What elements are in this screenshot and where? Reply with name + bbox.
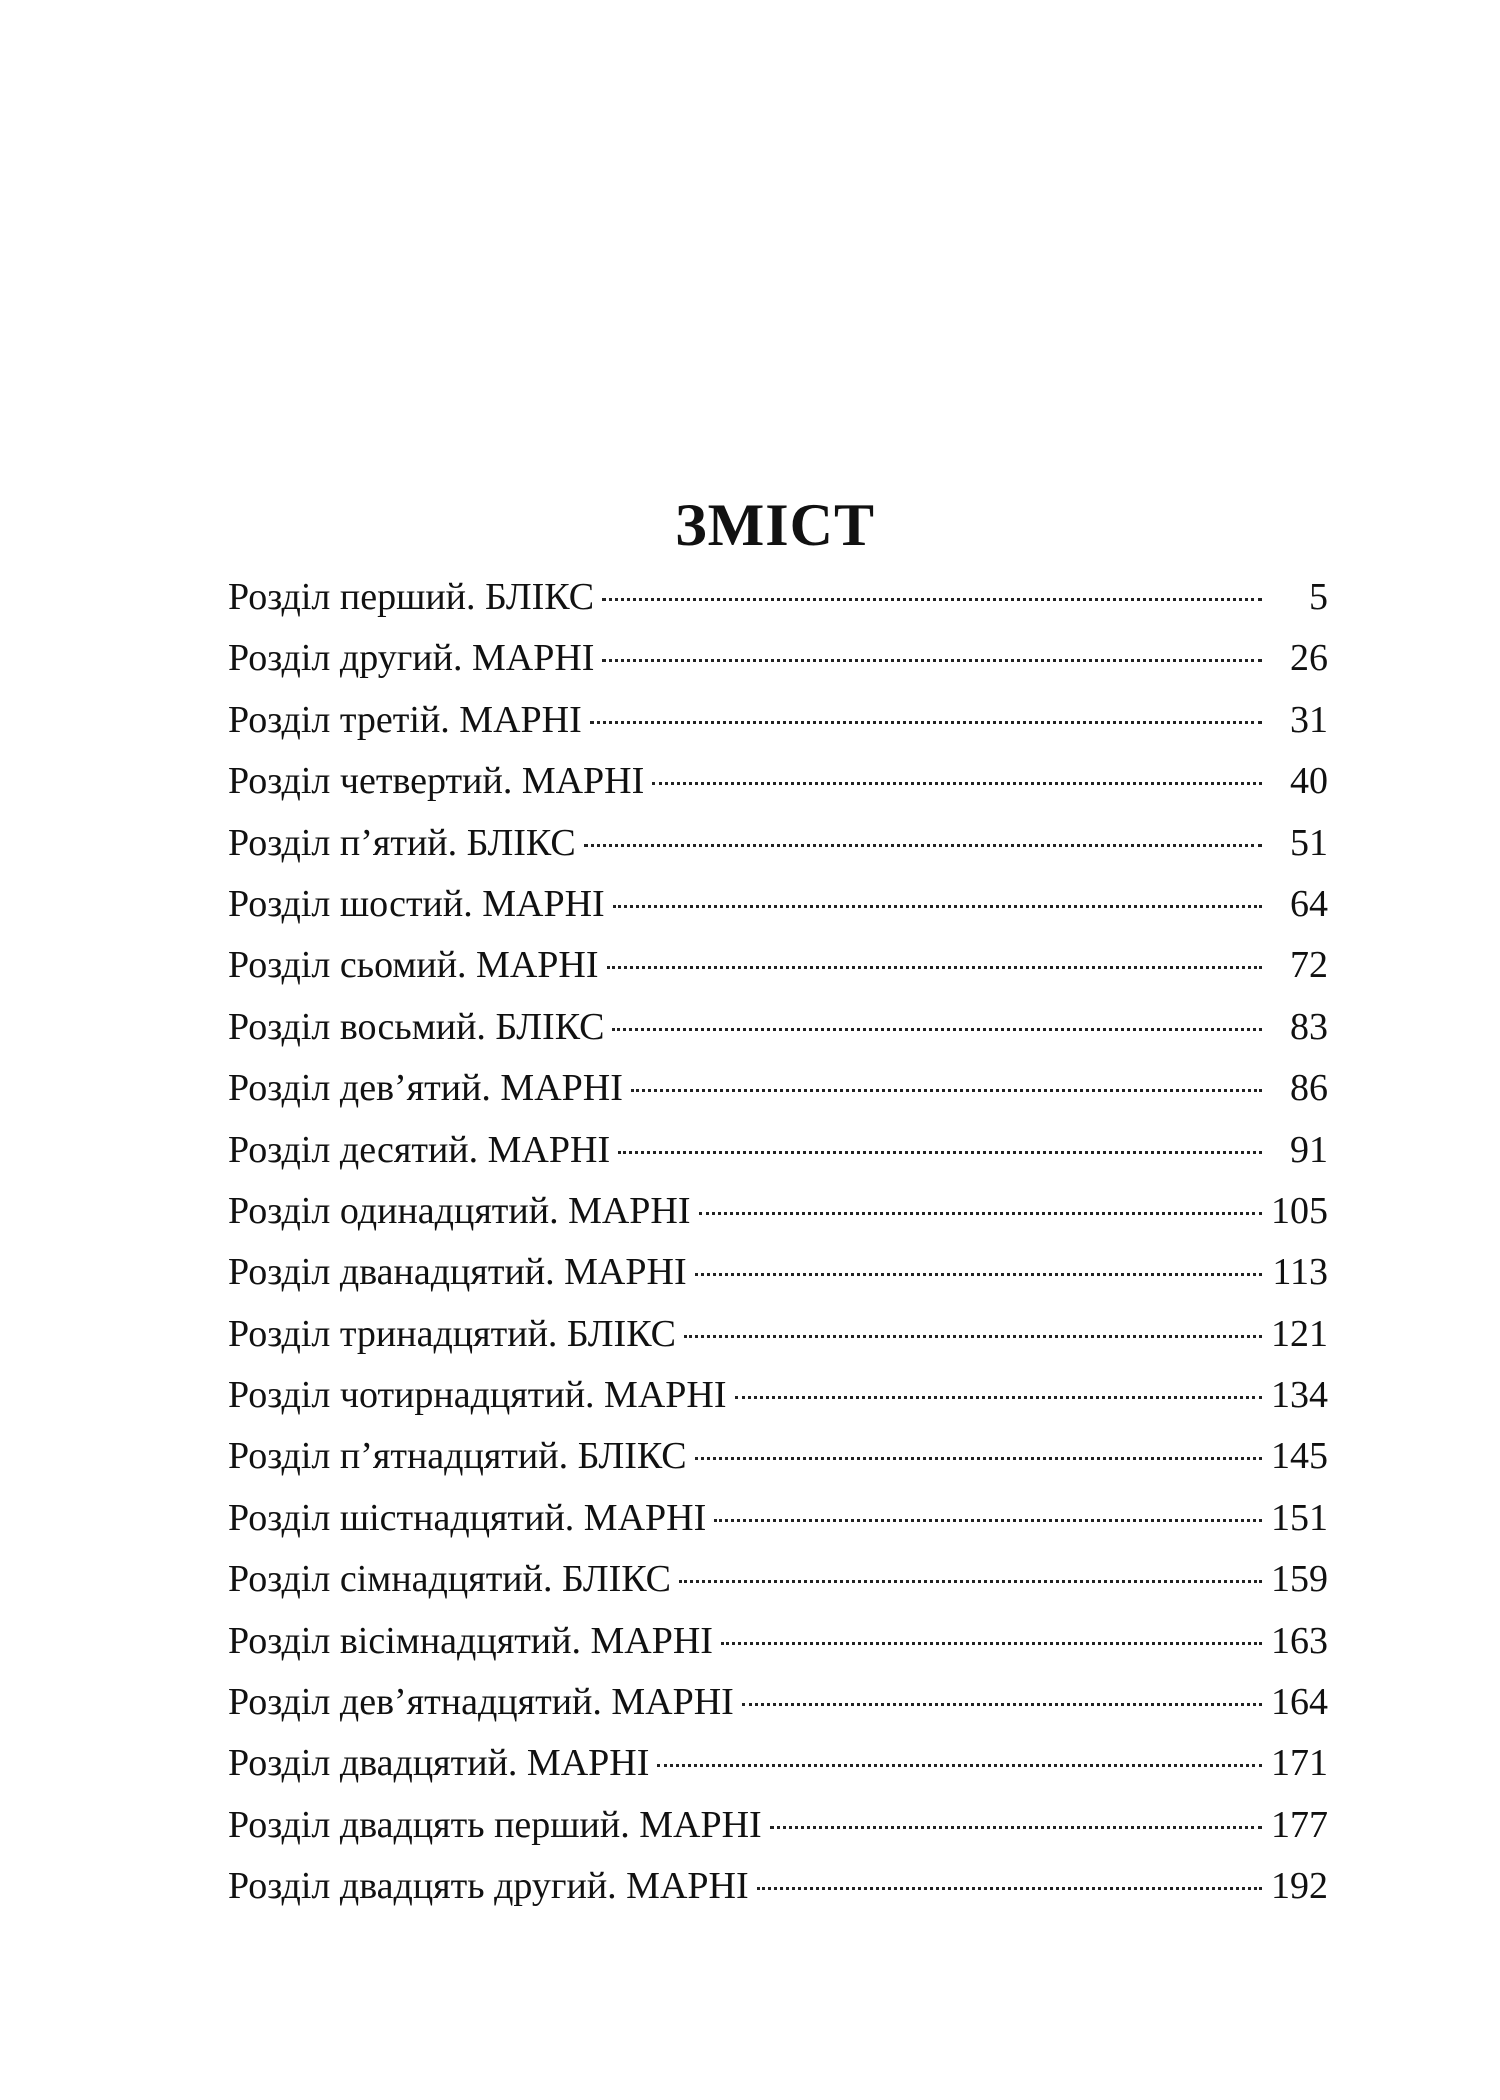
toc-entry[interactable] <box>228 1181 1328 1242</box>
toc-entry-page: 40 <box>1290 760 1328 803</box>
toc-entry[interactable] <box>228 1365 1328 1426</box>
table-of-contents <box>228 567 1328 1918</box>
toc-entry-label: Розділ дванадцятий. МАРНІ <box>228 1251 687 1294</box>
toc-entry-page: 5 <box>1309 576 1328 618</box>
toc-entry-page: 105 <box>1271 1189 1328 1232</box>
toc-entry-label: Розділ двадцять другий. МАРНІ <box>228 1865 749 1908</box>
toc-entry-page: 64 <box>1290 882 1328 925</box>
dot-leader <box>684 1335 1262 1338</box>
toc-entry-page: 164 <box>1271 1681 1328 1724</box>
dot-leader <box>695 1273 1262 1276</box>
toc-entry-label: Розділ десятий. МАРНІ <box>228 1128 611 1171</box>
dot-leader <box>590 721 1262 724</box>
toc-entry-page: 192 <box>1271 1865 1328 1908</box>
toc-entry-label: Розділ четвертий. МАРНІ <box>228 760 645 803</box>
toc-entry-page: 113 <box>1272 1251 1328 1294</box>
toc-entry-page: 151 <box>1271 1496 1328 1539</box>
dot-leader <box>612 1028 1262 1031</box>
dot-leader <box>742 1703 1262 1706</box>
toc-entry[interactable] <box>228 1304 1328 1365</box>
toc-entry-page: 177 <box>1271 1803 1328 1846</box>
toc-entry-label: Розділ двадцятий. МАРНІ <box>228 1742 650 1785</box>
toc-entry-page: 72 <box>1290 944 1328 987</box>
toc-entry[interactable] <box>228 874 1328 935</box>
toc-entry[interactable] <box>228 1242 1328 1303</box>
dot-leader <box>657 1764 1262 1767</box>
toc-entry-label: Розділ шістнадцятий. МАРНІ <box>228 1496 707 1539</box>
toc-entry[interactable] <box>228 1856 1328 1917</box>
toc-entry[interactable] <box>228 1488 1328 1549</box>
toc-entry-page: 121 <box>1271 1312 1328 1355</box>
toc-entry-label: Розділ сьомий. МАРНІ <box>228 944 599 987</box>
dot-leader <box>735 1396 1262 1399</box>
toc-entry-label: Розділ чотирнадцятий. МАРНІ <box>228 1374 727 1417</box>
dot-leader <box>602 659 1262 662</box>
toc-entry[interactable] <box>228 813 1328 874</box>
toc-entry[interactable] <box>228 628 1328 689</box>
dot-leader <box>652 782 1262 785</box>
dot-leader <box>714 1519 1262 1522</box>
toc-entry-label: Розділ шостий. МАРНІ <box>228 882 605 925</box>
toc-entry[interactable] <box>228 1058 1328 1119</box>
toc-entry[interactable] <box>228 1611 1328 1672</box>
toc-entry[interactable] <box>228 997 1328 1058</box>
toc-entry-label: Розділ одинадцятий. МАРНІ <box>228 1189 691 1232</box>
toc-entry-label: Розділ тринадцятий. БЛІКС <box>228 1312 676 1355</box>
page-title: ЗМІСТ <box>675 492 875 559</box>
toc-entry-label: Розділ третій. МАРНІ <box>228 698 582 741</box>
toc-entry-label: Розділ сімнадцятий. БЛІКС <box>228 1558 672 1601</box>
dot-leader <box>679 1580 1262 1583</box>
dot-leader <box>584 844 1262 847</box>
toc-entry-label: Розділ другий. МАРНІ <box>228 637 595 680</box>
dot-leader <box>631 1089 1262 1092</box>
toc-entry-label: Розділ п’ятий. БЛІКС <box>228 821 576 864</box>
toc-entry[interactable] <box>228 690 1328 751</box>
toc-entry-page: 163 <box>1271 1619 1328 1662</box>
dot-leader <box>757 1887 1262 1890</box>
toc-entry[interactable] <box>228 1733 1328 1794</box>
dot-leader <box>618 1151 1262 1154</box>
toc-entry-page: 83 <box>1290 1005 1328 1048</box>
toc-entry[interactable] <box>228 751 1328 812</box>
dot-leader <box>721 1642 1262 1645</box>
toc-entry-page: 145 <box>1271 1435 1328 1478</box>
toc-entry[interactable] <box>228 935 1328 996</box>
toc-entry[interactable] <box>228 1426 1328 1487</box>
toc-entry-label: Розділ восьмий. БЛІКС <box>228 1005 605 1048</box>
toc-entry[interactable] <box>228 1672 1328 1733</box>
dot-leader <box>695 1457 1262 1460</box>
toc-entry-page: 31 <box>1290 698 1328 741</box>
toc-entry-page: 159 <box>1271 1558 1328 1601</box>
toc-entry-label: Розділ перший. БЛІКС <box>228 576 595 618</box>
toc-entry[interactable] <box>228 1120 1328 1181</box>
toc-entry[interactable] <box>228 1549 1328 1610</box>
toc-entry-label: Розділ двадцять перший. МАРНІ <box>228 1803 762 1846</box>
dot-leader <box>602 598 1262 601</box>
dot-leader <box>607 966 1262 969</box>
toc-entry[interactable] <box>228 567 1328 628</box>
toc-entry-page: 91 <box>1290 1128 1328 1171</box>
toc-entry-page: 51 <box>1290 821 1328 864</box>
dot-leader <box>613 905 1262 908</box>
toc-entry-page: 134 <box>1271 1374 1328 1417</box>
toc-entry-page: 26 <box>1290 637 1328 680</box>
toc-entry-label: Розділ вісімнадцятий. МАРНІ <box>228 1619 713 1662</box>
dot-leader <box>770 1826 1262 1829</box>
toc-entry[interactable] <box>228 1795 1328 1856</box>
toc-entry-label: Розділ п’ятнадцятий. БЛІКС <box>228 1435 687 1478</box>
toc-entry-label: Розділ дев’ятий. МАРНІ <box>228 1067 623 1110</box>
toc-entry-page: 86 <box>1290 1067 1328 1110</box>
dot-leader <box>699 1212 1262 1215</box>
toc-entry-label: Розділ дев’ятнадцятий. МАРНІ <box>228 1681 734 1724</box>
toc-entry-page: 171 <box>1271 1742 1328 1785</box>
